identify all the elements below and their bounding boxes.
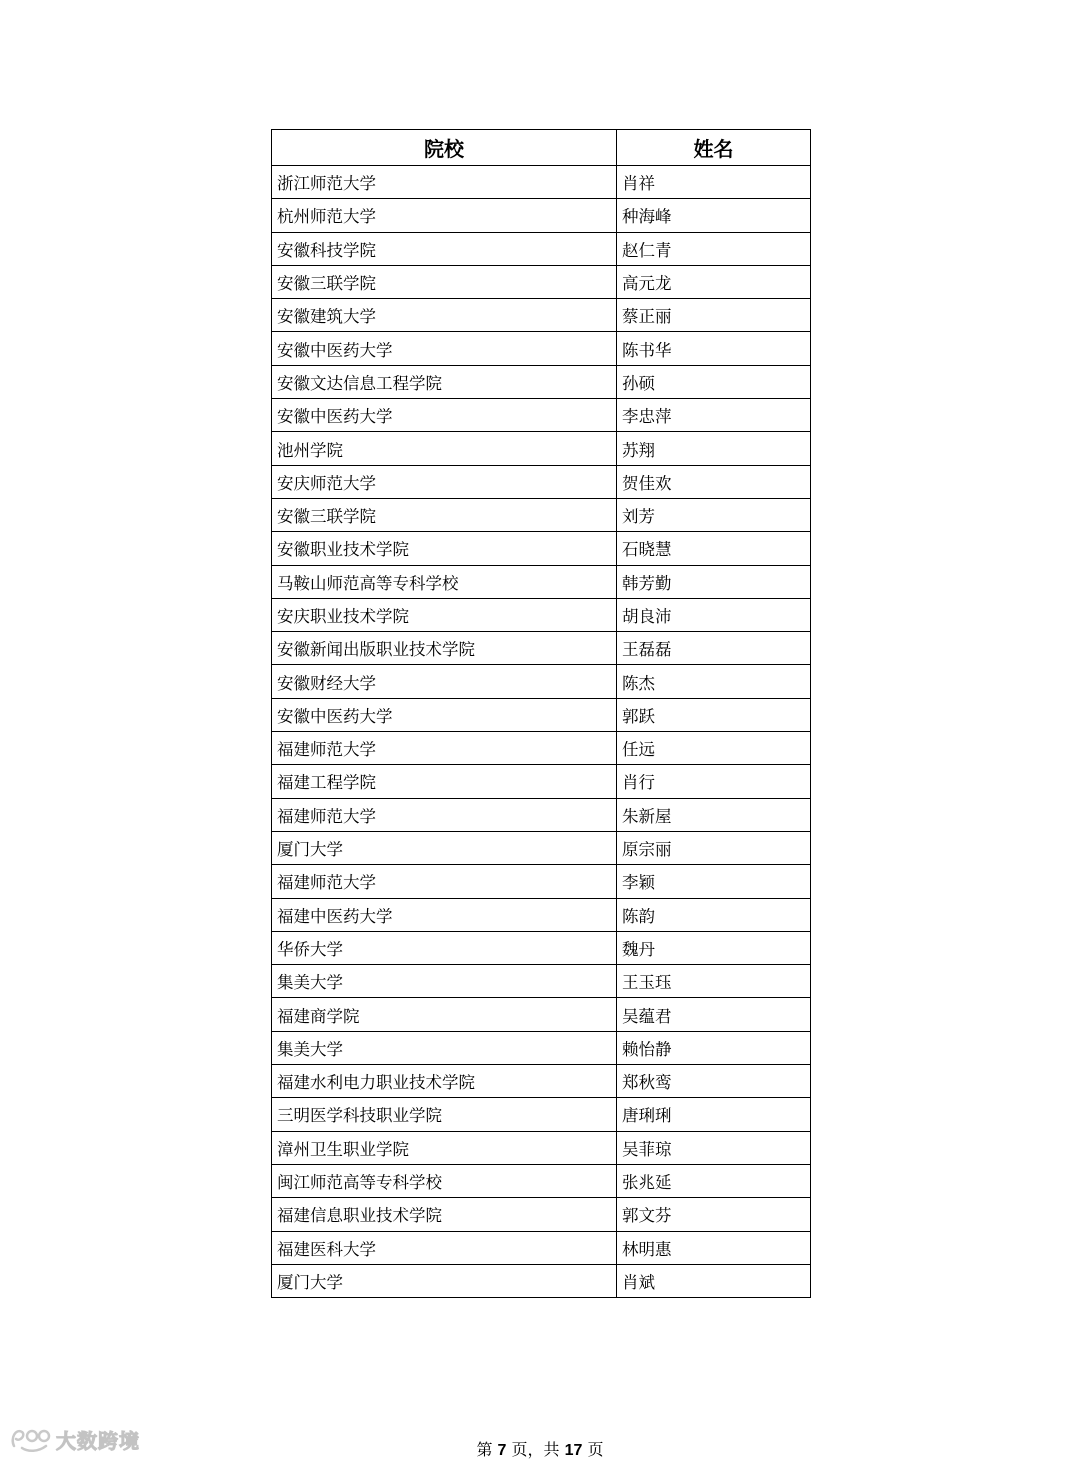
- school-cell: 福建师范大学: [272, 732, 617, 765]
- name-cell: 唐琍琍: [617, 1098, 811, 1131]
- name-cell: 韩芳勤: [617, 565, 811, 598]
- name-cell: 贺佳欢: [617, 465, 811, 498]
- school-cell: 福建师范大学: [272, 865, 617, 898]
- current-page-number: 7: [497, 1442, 507, 1459]
- table-row: [272, 432, 811, 465]
- table-row: [272, 299, 811, 332]
- school-cell: 福建水利电力职业技术学院: [272, 1065, 617, 1098]
- table-row: [272, 1231, 811, 1264]
- table-row: [272, 665, 811, 698]
- table-row: [272, 965, 811, 998]
- table-row: [272, 598, 811, 631]
- table-row: [272, 565, 811, 598]
- school-cell: 安徽中医药大学: [272, 332, 617, 365]
- school-cell: 安徽新闻出版职业技术学院: [272, 632, 617, 665]
- school-cell: 安徽中医药大学: [272, 399, 617, 432]
- school-cell: 福建工程学院: [272, 765, 617, 798]
- school-cell: 福建师范大学: [272, 798, 617, 831]
- school-cell: 福建中医药大学: [272, 898, 617, 931]
- table-row: [272, 765, 811, 798]
- table-row: [272, 465, 811, 498]
- footer-middle: 页，共: [506, 1440, 565, 1459]
- table-row: [272, 1198, 811, 1231]
- name-cell: 刘芳: [617, 498, 811, 531]
- table-row: [272, 1131, 811, 1164]
- name-cell: 种海峰: [617, 199, 811, 232]
- footer-prefix: 第: [476, 1440, 498, 1459]
- name-cell: 林明惠: [617, 1231, 811, 1264]
- table-row: [272, 1065, 811, 1098]
- name-cell: 陈书华: [617, 332, 811, 365]
- table-row: [272, 332, 811, 365]
- name-cell: 王磊磊: [617, 632, 811, 665]
- school-cell: 福建商学院: [272, 998, 617, 1031]
- table-row: [272, 898, 811, 931]
- total-page-number: 17: [564, 1442, 583, 1459]
- name-cell: 肖祥: [617, 166, 811, 199]
- table-row: [272, 365, 811, 398]
- name-cell: 魏丹: [617, 931, 811, 964]
- school-cell: 安徽三联学院: [272, 498, 617, 531]
- roster-table: [271, 129, 811, 1298]
- table-row: [272, 732, 811, 765]
- name-cell: 郭跃: [617, 698, 811, 731]
- table-row: [272, 998, 811, 1031]
- table-row: [272, 532, 811, 565]
- name-cell: 郭文芬: [617, 1198, 811, 1231]
- name-cell: 李忠萍: [617, 399, 811, 432]
- table-row: [272, 698, 811, 731]
- footer-suffix: 页: [582, 1440, 604, 1459]
- school-cell: 集美大学: [272, 1031, 617, 1064]
- table-row: [272, 632, 811, 665]
- school-cell: 闽江师范高等专科学校: [272, 1164, 617, 1197]
- brand-logo-icon: [8, 1424, 52, 1454]
- school-cell: 安徽科技学院: [272, 232, 617, 265]
- name-cell: 胡良沛: [617, 598, 811, 631]
- table-row: [272, 931, 811, 964]
- school-cell: 福建医科大学: [272, 1231, 617, 1264]
- name-cell: 肖行: [617, 765, 811, 798]
- name-cell: 王玉珏: [617, 965, 811, 998]
- school-cell: 安徽财经大学: [272, 665, 617, 698]
- school-cell: 安庆职业技术学院: [272, 598, 617, 631]
- school-cell: 安庆师范大学: [272, 465, 617, 498]
- school-cell: 杭州师范大学: [272, 199, 617, 232]
- name-cell: 孙硕: [617, 365, 811, 398]
- table-row: [272, 399, 811, 432]
- name-cell: 吴菲琼: [617, 1131, 811, 1164]
- table-header-row: [272, 130, 811, 166]
- school-cell: 池州学院: [272, 432, 617, 465]
- name-cell: 赖怡静: [617, 1031, 811, 1064]
- school-cell: 华侨大学: [272, 931, 617, 964]
- name-cell: 吴蕴君: [617, 998, 811, 1031]
- table-row: [272, 798, 811, 831]
- name-cell: 高元龙: [617, 265, 811, 298]
- name-cell: 苏翔: [617, 432, 811, 465]
- column-header-name: 姓名: [617, 130, 811, 166]
- column-header-school: 院校: [272, 130, 617, 166]
- name-cell: 石晓慧: [617, 532, 811, 565]
- table-body: [272, 166, 811, 1298]
- school-cell: 漳州卫生职业学院: [272, 1131, 617, 1164]
- name-cell: 原宗丽: [617, 831, 811, 864]
- name-cell: 郑秋鸾: [617, 1065, 811, 1098]
- table-row: [272, 1098, 811, 1131]
- school-cell: 厦门大学: [272, 831, 617, 864]
- school-cell: 厦门大学: [272, 1264, 617, 1297]
- name-cell: 陈杰: [617, 665, 811, 698]
- name-cell: 蔡正丽: [617, 299, 811, 332]
- table-row: [272, 265, 811, 298]
- school-cell: 浙江师范大学: [272, 166, 617, 199]
- table-row: [272, 1264, 811, 1297]
- table-row: [272, 865, 811, 898]
- table-row: [272, 166, 811, 199]
- page-footer: [0, 1437, 1080, 1460]
- school-cell: 集美大学: [272, 965, 617, 998]
- school-cell: 安徽职业技术学院: [272, 532, 617, 565]
- school-cell: 安徽文达信息工程学院: [272, 365, 617, 398]
- name-cell: 任远: [617, 732, 811, 765]
- school-cell: 安徽中医药大学: [272, 698, 617, 731]
- school-cell: 安徽建筑大学: [272, 299, 617, 332]
- school-cell: 马鞍山师范高等专科学校: [272, 565, 617, 598]
- watermark: [8, 1424, 140, 1454]
- school-cell: 三明医学科技职业学院: [272, 1098, 617, 1131]
- table-row: [272, 831, 811, 864]
- name-cell: 朱新屋: [617, 798, 811, 831]
- table-row: [272, 1031, 811, 1064]
- table-row: [272, 199, 811, 232]
- watermark-text: 大数跨境: [56, 1428, 140, 1453]
- name-cell: 张兆延: [617, 1164, 811, 1197]
- table-row: [272, 498, 811, 531]
- school-cell: 安徽三联学院: [272, 265, 617, 298]
- name-cell: 赵仁青: [617, 232, 811, 265]
- school-cell: 福建信息职业技术学院: [272, 1198, 617, 1231]
- name-cell: 李颖: [617, 865, 811, 898]
- name-cell: 肖斌: [617, 1264, 811, 1297]
- table-row: [272, 1164, 811, 1197]
- table-row: [272, 232, 811, 265]
- name-cell: 陈韵: [617, 898, 811, 931]
